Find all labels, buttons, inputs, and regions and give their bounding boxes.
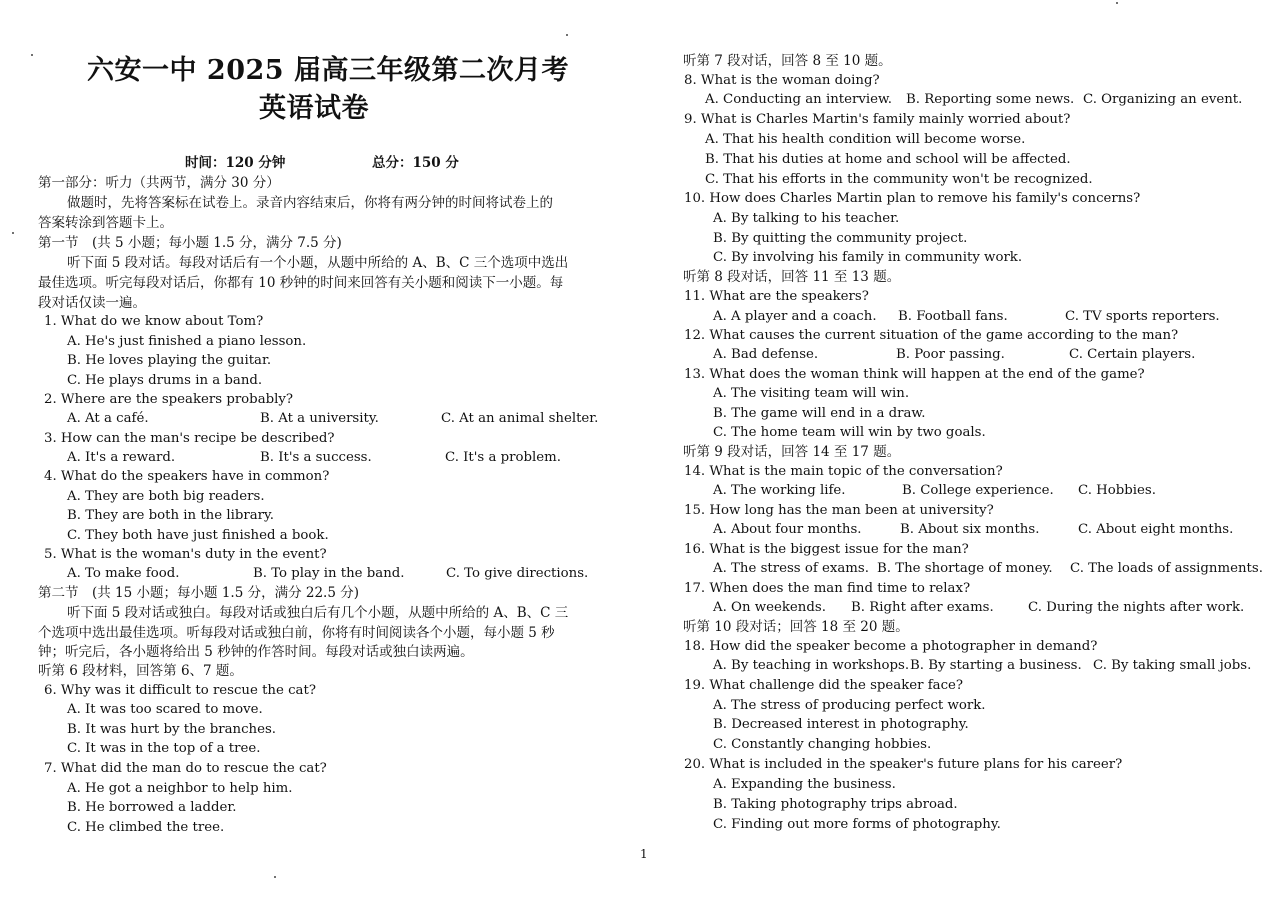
question-11: 11. What are the speakers? (684, 289, 869, 304)
q15-option-b: B. About six months. (900, 522, 1040, 537)
question-9: 9. What is Charles Martin's family mainly worried about? (684, 112, 1071, 127)
q13-option-c: C. The home team will win by two goals. (713, 425, 986, 440)
q4-option-c: C. They both have just finished a book. (67, 528, 329, 543)
question-1: 1. What do we know about Tom? (44, 314, 264, 329)
q10-option-c: C. By involving his family in community work. (713, 250, 1023, 265)
q19-option-a: A. The stress of producing perfect work. (713, 698, 986, 713)
scan-speck (566, 34, 568, 36)
part1-intro-line2: 答案转涂到答题卡上。 (38, 215, 173, 231)
scan-speck (12, 232, 14, 234)
question-13: 13. What does the woman think will happen at the end of the game? (684, 367, 1145, 382)
q3-option-c: C. It's a problem. (445, 450, 561, 465)
q17-option-a: A. On weekends. (713, 600, 826, 615)
q14-option-a: A. The working life. (713, 483, 846, 498)
q7-option-a: A. He got a neighbor to help him. (67, 781, 293, 796)
material-6-header: 听第 6 段材料，回答第 6、7 题。 (38, 663, 243, 679)
q16-option-c: C. The loads of assignments. (1070, 561, 1263, 576)
q12-option-c: C. Certain players. (1069, 347, 1196, 362)
part1-heading: 第一部分：听力（共两节，满分 30 分） (38, 175, 280, 191)
q19-option-c: C. Constantly changing hobbies. (713, 737, 932, 752)
q20-option-a: A. Expanding the business. (713, 777, 896, 792)
scan-speck (1116, 2, 1118, 4)
q1-option-a: A. He's just finished a piano lesson. (67, 334, 307, 349)
q15-option-a: A. About four months. (713, 522, 862, 537)
exam-total: 总分：150 分 (372, 155, 459, 171)
q20-option-b: B. Taking photography trips abroad. (713, 797, 958, 812)
q18-option-b: B. By starting a business. (910, 658, 1082, 673)
q2-option-b: B. At a university. (260, 411, 379, 426)
section2-instruction-line1: 听下面 5 段对话或独白。每段对话或独白后有几个小题，从题中所给的 A、B、C 三 (67, 605, 569, 621)
q3-option-a: A. It's a reward. (67, 450, 176, 465)
q9-option-b: B. That his duties at home and school will be affected. (705, 152, 1071, 167)
exam-time: 时间：120 分钟 (185, 155, 286, 171)
question-16: 16. What is the biggest issue for the man? (684, 542, 969, 557)
section2-instruction-line3: 钟；听完后，各小题将给出 5 秒钟的作答时间。每段对话或独白读两遍。 (38, 644, 474, 660)
section1-heading: 第一节 (共 5 小题；每小题 1.5 分，满分 7.5 分) (38, 235, 342, 251)
q1-option-c: C. He plays drums in a band. (67, 373, 263, 388)
q10-option-a: A. By talking to his teacher. (713, 211, 900, 226)
q2-option-a: A. At a café. (67, 411, 149, 426)
scan-speck (31, 54, 33, 56)
q16-option-a: A. The stress of exams. (713, 561, 869, 576)
q9-option-a: A. That his health condition will become worse. (705, 132, 1026, 147)
q1-option-b: B. He loves playing the guitar. (67, 353, 272, 368)
exam-title: 六安一中 2025 届高三年级第二次月考 (87, 55, 569, 86)
scan-speck (274, 876, 276, 878)
q2-option-c: C. At an animal shelter. (441, 411, 599, 426)
question-14: 14. What is the main topic of the conversation? (684, 464, 1003, 479)
q13-option-b: B. The game will end in a draw. (713, 406, 926, 421)
question-6: 6. Why was it difficult to rescue the cat? (44, 683, 316, 698)
q17-option-c: C. During the nights after work. (1028, 600, 1245, 615)
question-5: 5. What is the woman's duty in the event? (44, 547, 327, 562)
q11-option-a: A. A player and a coach. (713, 309, 877, 324)
q6-option-b: B. It was hurt by the branches. (67, 722, 277, 737)
q11-option-c: C. TV sports reporters. (1065, 309, 1220, 324)
question-18: 18. How did the speaker become a photographer in demand? (684, 639, 1098, 654)
q14-option-b: B. College experience. (902, 483, 1054, 498)
material-9-header: 听第 9 段对话，回答 14 至 17 题。 (683, 444, 901, 460)
q8-option-c: C. Organizing an event. (1083, 92, 1243, 107)
question-15: 15. How long has the man been at university? (684, 503, 994, 518)
q4-option-b: B. They are both in the library. (67, 508, 274, 523)
question-7: 7. What did the man do to rescue the cat? (44, 761, 327, 776)
exam-subtitle: 英语试卷 (259, 93, 369, 124)
q4-option-a: A. They are both big readers. (67, 489, 265, 504)
material-8-header: 听第 8 段对话，回答 11 至 13 题。 (683, 269, 901, 285)
q10-option-b: B. By quitting the community project. (713, 231, 968, 246)
section2-instruction-line2: 个选项中选出最佳选项。听每段对话或独白前，你将有时间阅读各个小题，每小题 5 秒 (38, 625, 555, 641)
question-20: 20. What is included in the speaker's future plans for his career? (684, 757, 1123, 772)
q7-option-b: B. He borrowed a ladder. (67, 800, 237, 815)
section2-heading: 第二节 (共 15 小题；每小题 1.5 分，满分 22.5 分) (38, 585, 359, 601)
question-8: 8. What is the woman doing? (684, 73, 880, 88)
q11-option-b: B. Football fans. (898, 309, 1008, 324)
q9-option-c: C. That his efforts in the community won't be recognized. (705, 172, 1093, 187)
question-3: 3. How can the man's recipe be described? (44, 431, 335, 446)
q6-option-a: A. It was too scared to move. (67, 702, 263, 717)
q17-option-b: B. Right after exams. (851, 600, 994, 615)
q6-option-c: C. It was in the top of a tree. (67, 741, 261, 756)
material-10-header: 听第 10 段对话；回答 18 至 20 题。 (683, 619, 909, 635)
q15-option-c: C. About eight months. (1078, 522, 1234, 537)
q20-option-c: C. Finding out more forms of photography. (713, 817, 1001, 832)
question-19: 19. What challenge did the speaker face? (684, 678, 964, 693)
q18-option-c: C. By taking small jobs. (1093, 658, 1252, 673)
section1-instruction-line2: 最佳选项。听完每段对话后，你都有 10 秒钟的时间来回答有关小题和阅读下一小题。每 (38, 275, 564, 291)
q19-option-b: B. Decreased interest in photography. (713, 717, 969, 732)
section1-instruction-line3: 段对话仅读一遍。 (38, 295, 146, 311)
q12-option-a: A. Bad defense. (713, 347, 819, 362)
question-4: 4. What do the speakers have in common? (44, 469, 330, 484)
q5-option-b: B. To play in the band. (253, 566, 405, 581)
q14-option-c: C. Hobbies. (1078, 483, 1156, 498)
q8-option-b: B. Reporting some news. (906, 92, 1075, 107)
q13-option-a: A. The visiting team will win. (713, 386, 910, 401)
section1-instruction-line1: 听下面 5 段对话。每段对话后有一个小题，从题中所给的 A、B、C 三个选项中选出 (67, 255, 569, 271)
q18-option-a: A. By teaching in workshops. (713, 658, 910, 673)
q8-option-a: A. Conducting an interview. (705, 92, 892, 107)
q5-option-a: A. To make food. (67, 566, 180, 581)
question-2: 2. Where are the speakers probably? (44, 392, 294, 407)
question-12: 12. What causes the current situation of the game according to the man? (684, 328, 1179, 343)
part1-intro-line1: 做题时，先将答案标在试卷上。录音内容结束后，你将有两分钟的时间将试卷上的 (67, 195, 553, 211)
material-7-header: 听第 7 段对话，回答 8 至 10 题。 (683, 53, 892, 69)
question-10: 10. How does Charles Martin plan to remove his family's concerns? (684, 191, 1141, 206)
page-number: 1 (640, 847, 648, 861)
q16-option-b: B. The shortage of money. (877, 561, 1053, 576)
q12-option-b: B. Poor passing. (896, 347, 1005, 362)
q3-option-b: B. It's a success. (260, 450, 372, 465)
q7-option-c: C. He climbed the tree. (67, 820, 225, 835)
question-17: 17. When does the man find time to relax? (684, 581, 971, 596)
q5-option-c: C. To give directions. (446, 566, 589, 581)
